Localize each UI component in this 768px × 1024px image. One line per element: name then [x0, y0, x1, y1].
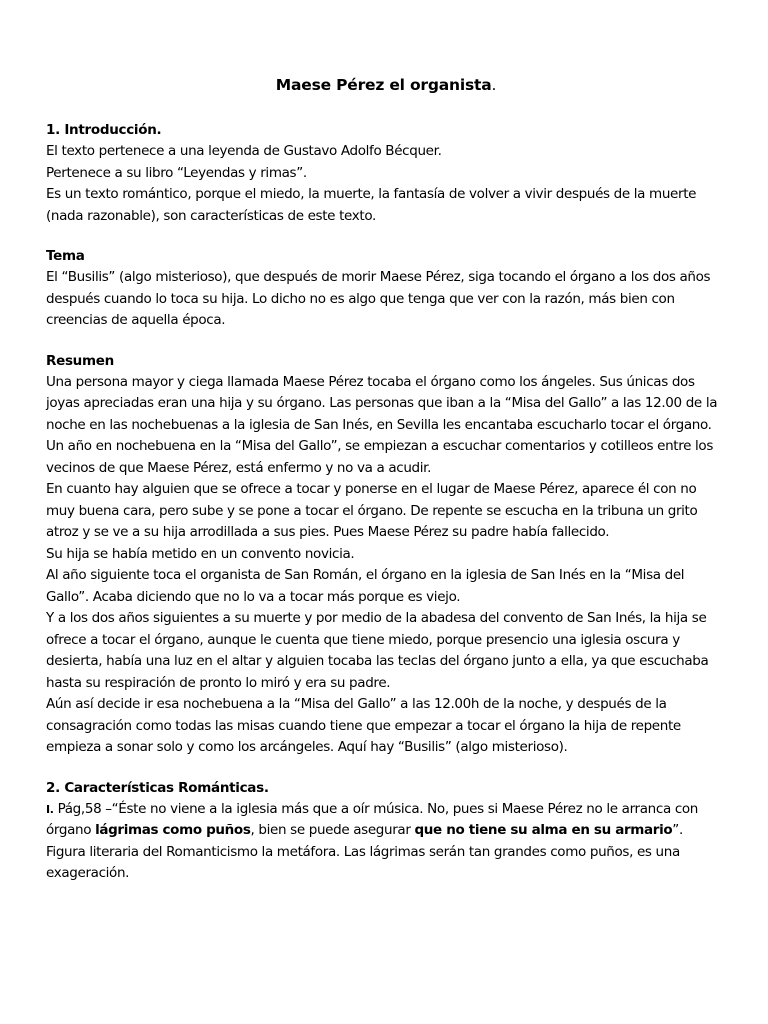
intro-line: El texto pertenece a una leyenda de Gustavo Adolfo Bécquer. — [46, 143, 442, 159]
resumen-section — [46, 351, 726, 759]
intro-line: Es un texto romántico, porque el miedo, la muerte, la fantasía de volver a vivir después de la muerte (nada razonable), son características de este texto. — [46, 186, 697, 224]
quote-bold-phrase: lágrimas como puños — [95, 822, 251, 838]
intro-heading: 1. Introducción. — [46, 122, 162, 138]
intro-section — [46, 120, 726, 227]
tema-text: El “Busilis” (algo misterioso), que después de morir Maese Pérez, siga tocando el órgano a los dos años después cuando lo toca su hija. Lo dicho no es algo que tenga que ver con la razón, más bien con creencias de aquella época. — [46, 269, 711, 328]
tema-section — [46, 246, 726, 332]
resumen-paragraph: Al año siguiente toca el organista de San Román, el órgano en la iglesia de San Inés en la “Misa del Gallo”. Acaba diciendo que no lo va a tocar más porque es viejo. — [46, 567, 685, 605]
title-text: Maese Pérez el organista — [275, 76, 492, 94]
analysis-text: Figura literaria del Romanticismo la metáfora. Las lágrimas serán tan grandes como puños, es una exageración. — [46, 843, 680, 881]
resumen-paragraph: Y a los dos años siguientes a su muerte y por medio de la abadesa del convento de San Inés, la hija se ofrece a tocar el órgano, aunque le cuenta que tiene miedo, porque presencio una iglesia oscura y desierta, había una luz en el altar y alguien tocaba las teclas del órgano junto a ella, ya que escuchaba hasta su respiración de pronto lo miró y era su padre. — [46, 610, 709, 691]
document-page — [46, 76, 726, 904]
resumen-paragraph: En cuanto hay alguien que se ofrece a tocar y ponerse en el lugar de Maese Pérez, aparece él con no muy buena cara, pero sube y se pone a tocar el órgano. De repente se escucha en la tribuna un grito atroz y se ve a su hija arrodillada a sus pies. Pues Maese Pérez su padre había fallecido. — [46, 481, 698, 540]
resumen-paragraph: Aún así decide ir esa nochebuena a la “Misa del Gallo” a las 12.00h de la noche, y después de la consagración como todas las misas cuando tiene que empezar a tocar el órgano la hija de repente empieza a sonar solo y como los arcángeles. Aquí hay “Busilis” (algo misterioso). — [46, 696, 681, 755]
caracteristicas-heading: 2. Características Románticas. — [46, 779, 269, 796]
resumen-paragraph: Un año en nochebuena en la “Misa del Gallo”, se empiezan a escuchar comentarios y cotilleos entre los vecinos de que Maese Pérez, está enfermo y no va a acudir. — [46, 438, 714, 476]
tema-heading: Tema — [46, 248, 85, 264]
resumen-paragraph: Una persona mayor y ciega llamada Maese Pérez tocaba el órgano como los ángeles. Sus únicas dos joyas apreciadas eran una hija y su órgano. Las personas que iban a la “Misa del Gallo” a las 12.00 de la noche en las nochebuenas a la iglesia de San Inés, en Sevilla les encantaba escucharlo tocar el órgano. — [46, 373, 718, 433]
roman-numeral-bullet: I. — [46, 802, 54, 816]
quote-text: , bien se puede asegurar — [250, 822, 415, 838]
quote-paragraph — [46, 799, 726, 842]
intro-line: Pertenece a su libro “Leyendas y rimas”. — [46, 164, 307, 181]
page-title — [46, 76, 726, 94]
quote-bold-phrase: que no tiene su alma en su armario — [414, 822, 673, 838]
quote-text: Pág,58 –“Éste no viene a la iglesia más que a oír música. No, pues si Maese Pérez no le arranca con órgano — [46, 800, 699, 838]
caracteristicas-section — [46, 778, 726, 885]
title-period: . — [491, 76, 497, 94]
resumen-paragraph: Su hija se había metido en un convento novicia. — [46, 545, 355, 562]
quote-end: ”. — [672, 822, 683, 838]
resumen-heading: Resumen — [46, 352, 114, 369]
